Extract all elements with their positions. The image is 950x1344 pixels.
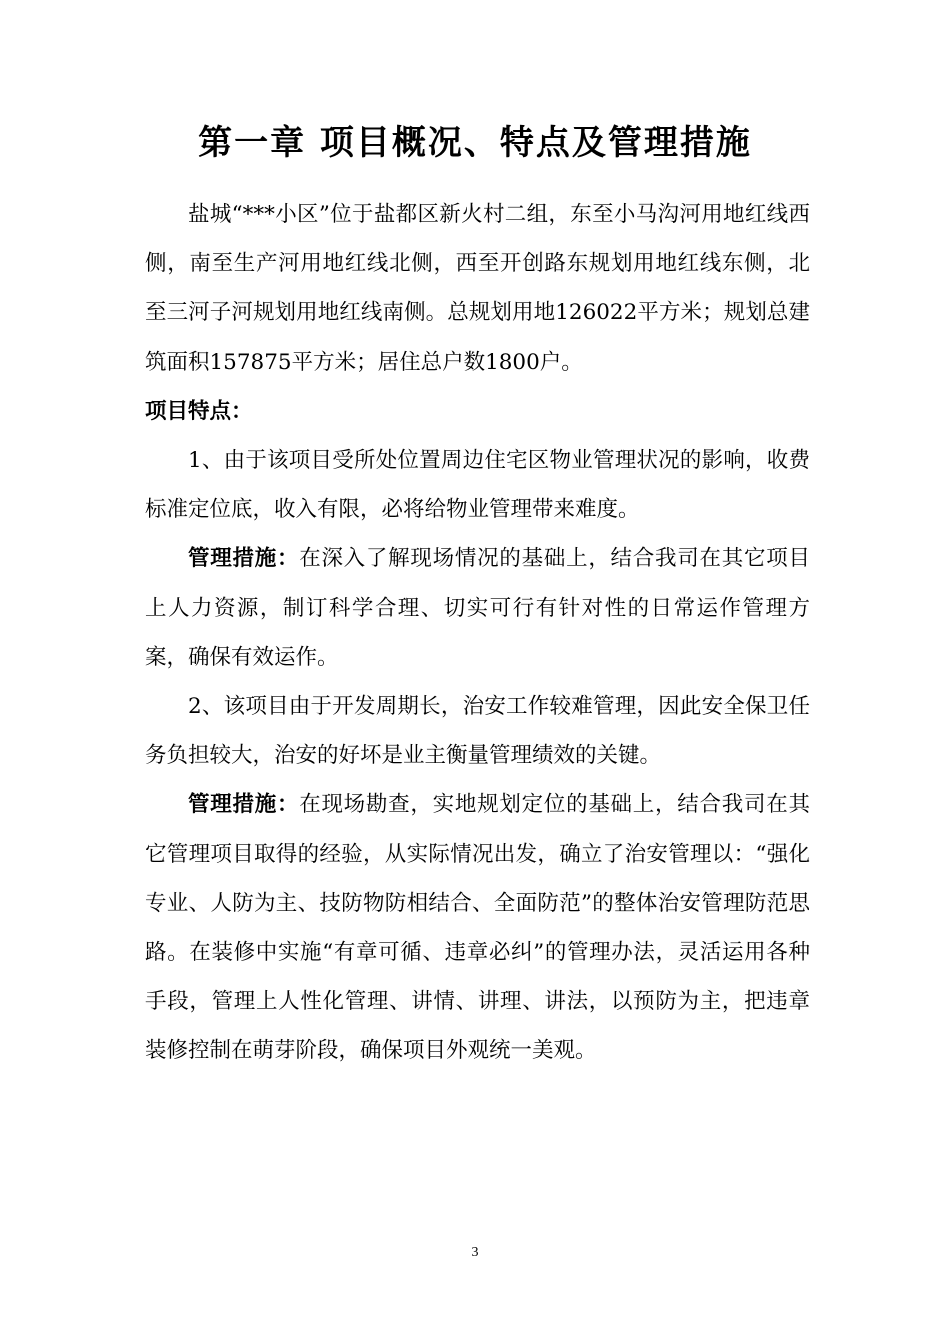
paragraph-feature-1: 1、由于该项目受所处位置周边住宅区物业管理状况的影响，收费标准定位底，收入有限，必将给物业管理带来难度。 — [145, 448, 810, 523]
section-heading-features: 项目特点： — [145, 398, 253, 424]
measures-label: 管理措施： — [188, 546, 300, 572]
measures-label: 管理措施： — [188, 792, 300, 818]
page-number: 3 — [471, 1245, 479, 1260]
paragraph-feature-2: 2、该项目由于开发周期长，治安工作较难管理，因此安全保卫任务负担较大，治安的好坏是业主衡量管理绩效的关键。 — [145, 694, 810, 769]
paragraph-measures-2 — [145, 780, 810, 1075]
measures-text: 在现场勘查，实地规划定位的基础上，结合我司在其它管理项目取得的经验，从实际情况出发，确立了治安管理以：“强化专业、人防为主、技防物防相结合、全面防范”的整体治安管理防范思路。在装修中实施“有章可循、违章必纠”的管理办法，灵活运用各种手段，管理上人性化管理、讲情、讲理、讲法，以预防为主，把违章装修控制在萌芽阶段，确保项目外观统一美观。 — [145, 792, 810, 1064]
paragraph-overview: 盐城“***小区”位于盐都区新火村二组，东至小马沟河用地红线西侧，南至生产河用地红线北侧，西至开创路东规划用地红线东侧，北至三河子河规划用地红线南侧。总规划用地126022平方米；规划总建筑面积157875平方米；居住总户数1800户。 — [145, 202, 810, 375]
measures-text: 在深入了解现场情况的基础上，结合我司在其它项目上人力资源，制订科学合理、切实可行有针对性的日常运作管理方案，确保有效运作。 — [145, 546, 810, 670]
chapter-title: 第一章 项目概况、特点及管理措施 — [198, 123, 752, 163]
body-text — [145, 190, 810, 1076]
paragraph-measures-1 — [145, 534, 810, 682]
